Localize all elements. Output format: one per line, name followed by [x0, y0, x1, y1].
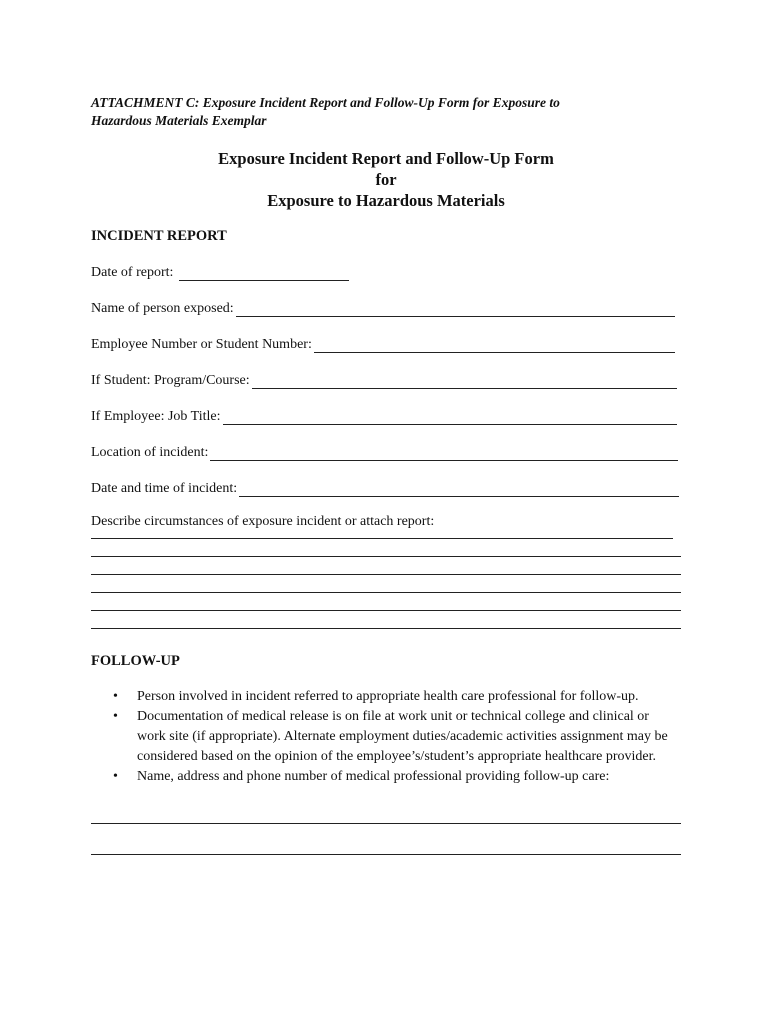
- form-page: [91, 94, 681, 855]
- date-time-label: Date and time of incident:: [91, 481, 238, 496]
- location-field[interactable]: [210, 446, 678, 461]
- student-program-label: If Student: Program/Course:: [91, 373, 250, 388]
- location-label: Location of incident:: [91, 445, 209, 460]
- describe-label: Describe circumstances of exposure incident or attach report:: [91, 514, 435, 529]
- follow-up-heading: FOLLOW-UP: [91, 653, 180, 669]
- describe-line-6[interactable]: [91, 611, 681, 629]
- follow-up-list: [91, 687, 681, 787]
- attachment-line-1: ATTACHMENT C: Exposure Incident Report and Follow-Up Form for Exposure to: [91, 95, 560, 110]
- describe-line-4[interactable]: [91, 575, 681, 593]
- employee-title-label: If Employee: Job Title:: [91, 409, 221, 424]
- employee-title-row: [91, 406, 681, 425]
- describe-line-5[interactable]: [91, 593, 681, 611]
- date-time-field[interactable]: [239, 482, 679, 497]
- name-exposed-row: [91, 298, 681, 317]
- medical-professional-lines: [91, 801, 681, 855]
- attachment-header: [91, 94, 681, 130]
- bullet-icon: •: [113, 769, 118, 784]
- name-exposed-field[interactable]: [236, 302, 675, 317]
- medical-professional-line-2[interactable]: [91, 824, 681, 855]
- date-time-row: [91, 478, 681, 497]
- bullet-icon: •: [113, 689, 118, 704]
- follow-up-item-3: [91, 767, 681, 787]
- date-of-report-field[interactable]: [179, 266, 349, 281]
- title-line-2: for: [375, 170, 397, 189]
- form-title: [91, 148, 681, 211]
- bullet-icon: •: [113, 709, 118, 724]
- describe-line-2[interactable]: [91, 539, 681, 557]
- describe-line-1[interactable]: [91, 530, 673, 539]
- location-row: [91, 442, 681, 461]
- employee-student-number-row: [91, 334, 681, 353]
- date-of-report-row: [91, 262, 681, 281]
- name-exposed-label: Name of person exposed:: [91, 301, 234, 316]
- follow-up-item-1: [91, 687, 681, 707]
- date-of-report-label: Date of report:: [91, 265, 174, 280]
- attachment-line-2: Hazardous Materials Exemplar: [91, 113, 267, 128]
- describe-line-3[interactable]: [91, 557, 681, 575]
- student-program-row: [91, 370, 681, 389]
- follow-up-text-2: Documentation of medical release is on file at work unit or technical college and clinical or work site (if appropriate). Alternate employment duties/academic activities assignment may be considered based on the opinion of the employee’s/student’s appropriate healthcare provider.: [137, 709, 668, 764]
- employee-student-number-field[interactable]: [314, 338, 675, 353]
- employee-student-number-label: Employee Number or Student Number:: [91, 337, 312, 352]
- follow-up-text-1: Person involved in incident referred to appropriate health care professional for follow-up.: [137, 689, 639, 704]
- student-program-field[interactable]: [252, 374, 677, 389]
- title-line-1: Exposure Incident Report and Follow-Up Form: [218, 149, 554, 168]
- employee-title-field[interactable]: [223, 410, 678, 425]
- medical-professional-line-1[interactable]: [91, 801, 681, 824]
- describe-lines: [91, 530, 681, 629]
- follow-up-item-2: [91, 707, 681, 767]
- incident-report-heading: INCIDENT REPORT: [91, 228, 227, 244]
- title-line-3: Exposure to Hazardous Materials: [267, 191, 505, 210]
- follow-up-text-3: Name, address and phone number of medical professional providing follow-up care:: [137, 769, 610, 784]
